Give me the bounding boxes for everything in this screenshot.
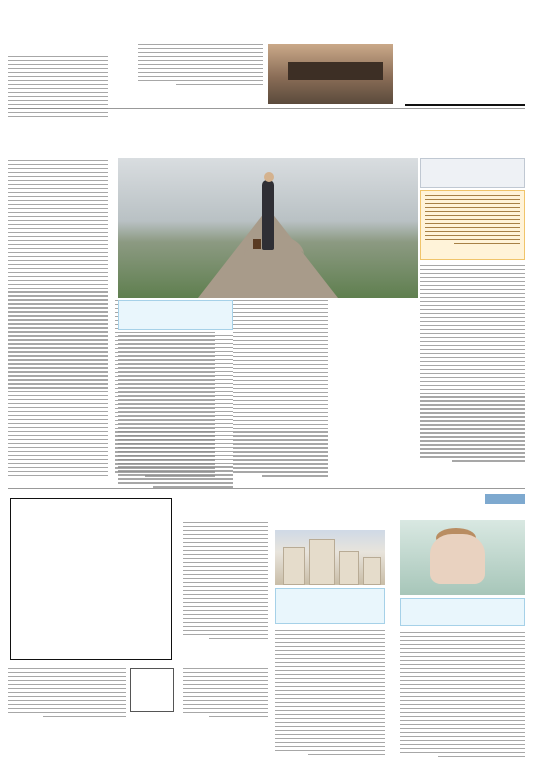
text-col-far-left-top <box>8 56 108 117</box>
health-section-tag <box>485 494 525 504</box>
man-figure <box>262 180 274 250</box>
text-col-mid-2 <box>118 335 233 488</box>
crossword-across-clues <box>183 522 268 639</box>
text-col-left-1 <box>8 160 108 476</box>
health-body-text <box>400 632 525 757</box>
crossword-down-clues <box>183 668 268 717</box>
lower-divider <box>8 488 525 489</box>
housing-summary-box <box>275 588 385 624</box>
crossword-grid <box>10 498 172 660</box>
building-sign <box>288 62 383 80</box>
crossword-down-clues-2 <box>8 668 126 717</box>
apartment-buildings-photo <box>275 530 385 585</box>
masthead <box>405 6 525 106</box>
crossword-row-numbers <box>172 498 174 660</box>
briefcase <box>253 239 261 249</box>
top-story-col-1 <box>138 44 263 85</box>
masthead-rule <box>405 104 525 106</box>
pension-building-photo <box>268 44 393 104</box>
man-head <box>264 172 274 182</box>
byline-box <box>420 158 525 188</box>
crossroads-photo <box>118 158 418 298</box>
crossword-solution-grid <box>130 668 174 712</box>
text-col-mid-1 <box>233 300 328 477</box>
housing-body-text <box>275 630 385 755</box>
health-summary-box <box>400 598 525 626</box>
pull-quote-box <box>118 300 233 330</box>
headache-woman-photo <box>400 520 525 595</box>
intro-box <box>420 190 525 260</box>
text-col-right <box>420 265 525 462</box>
